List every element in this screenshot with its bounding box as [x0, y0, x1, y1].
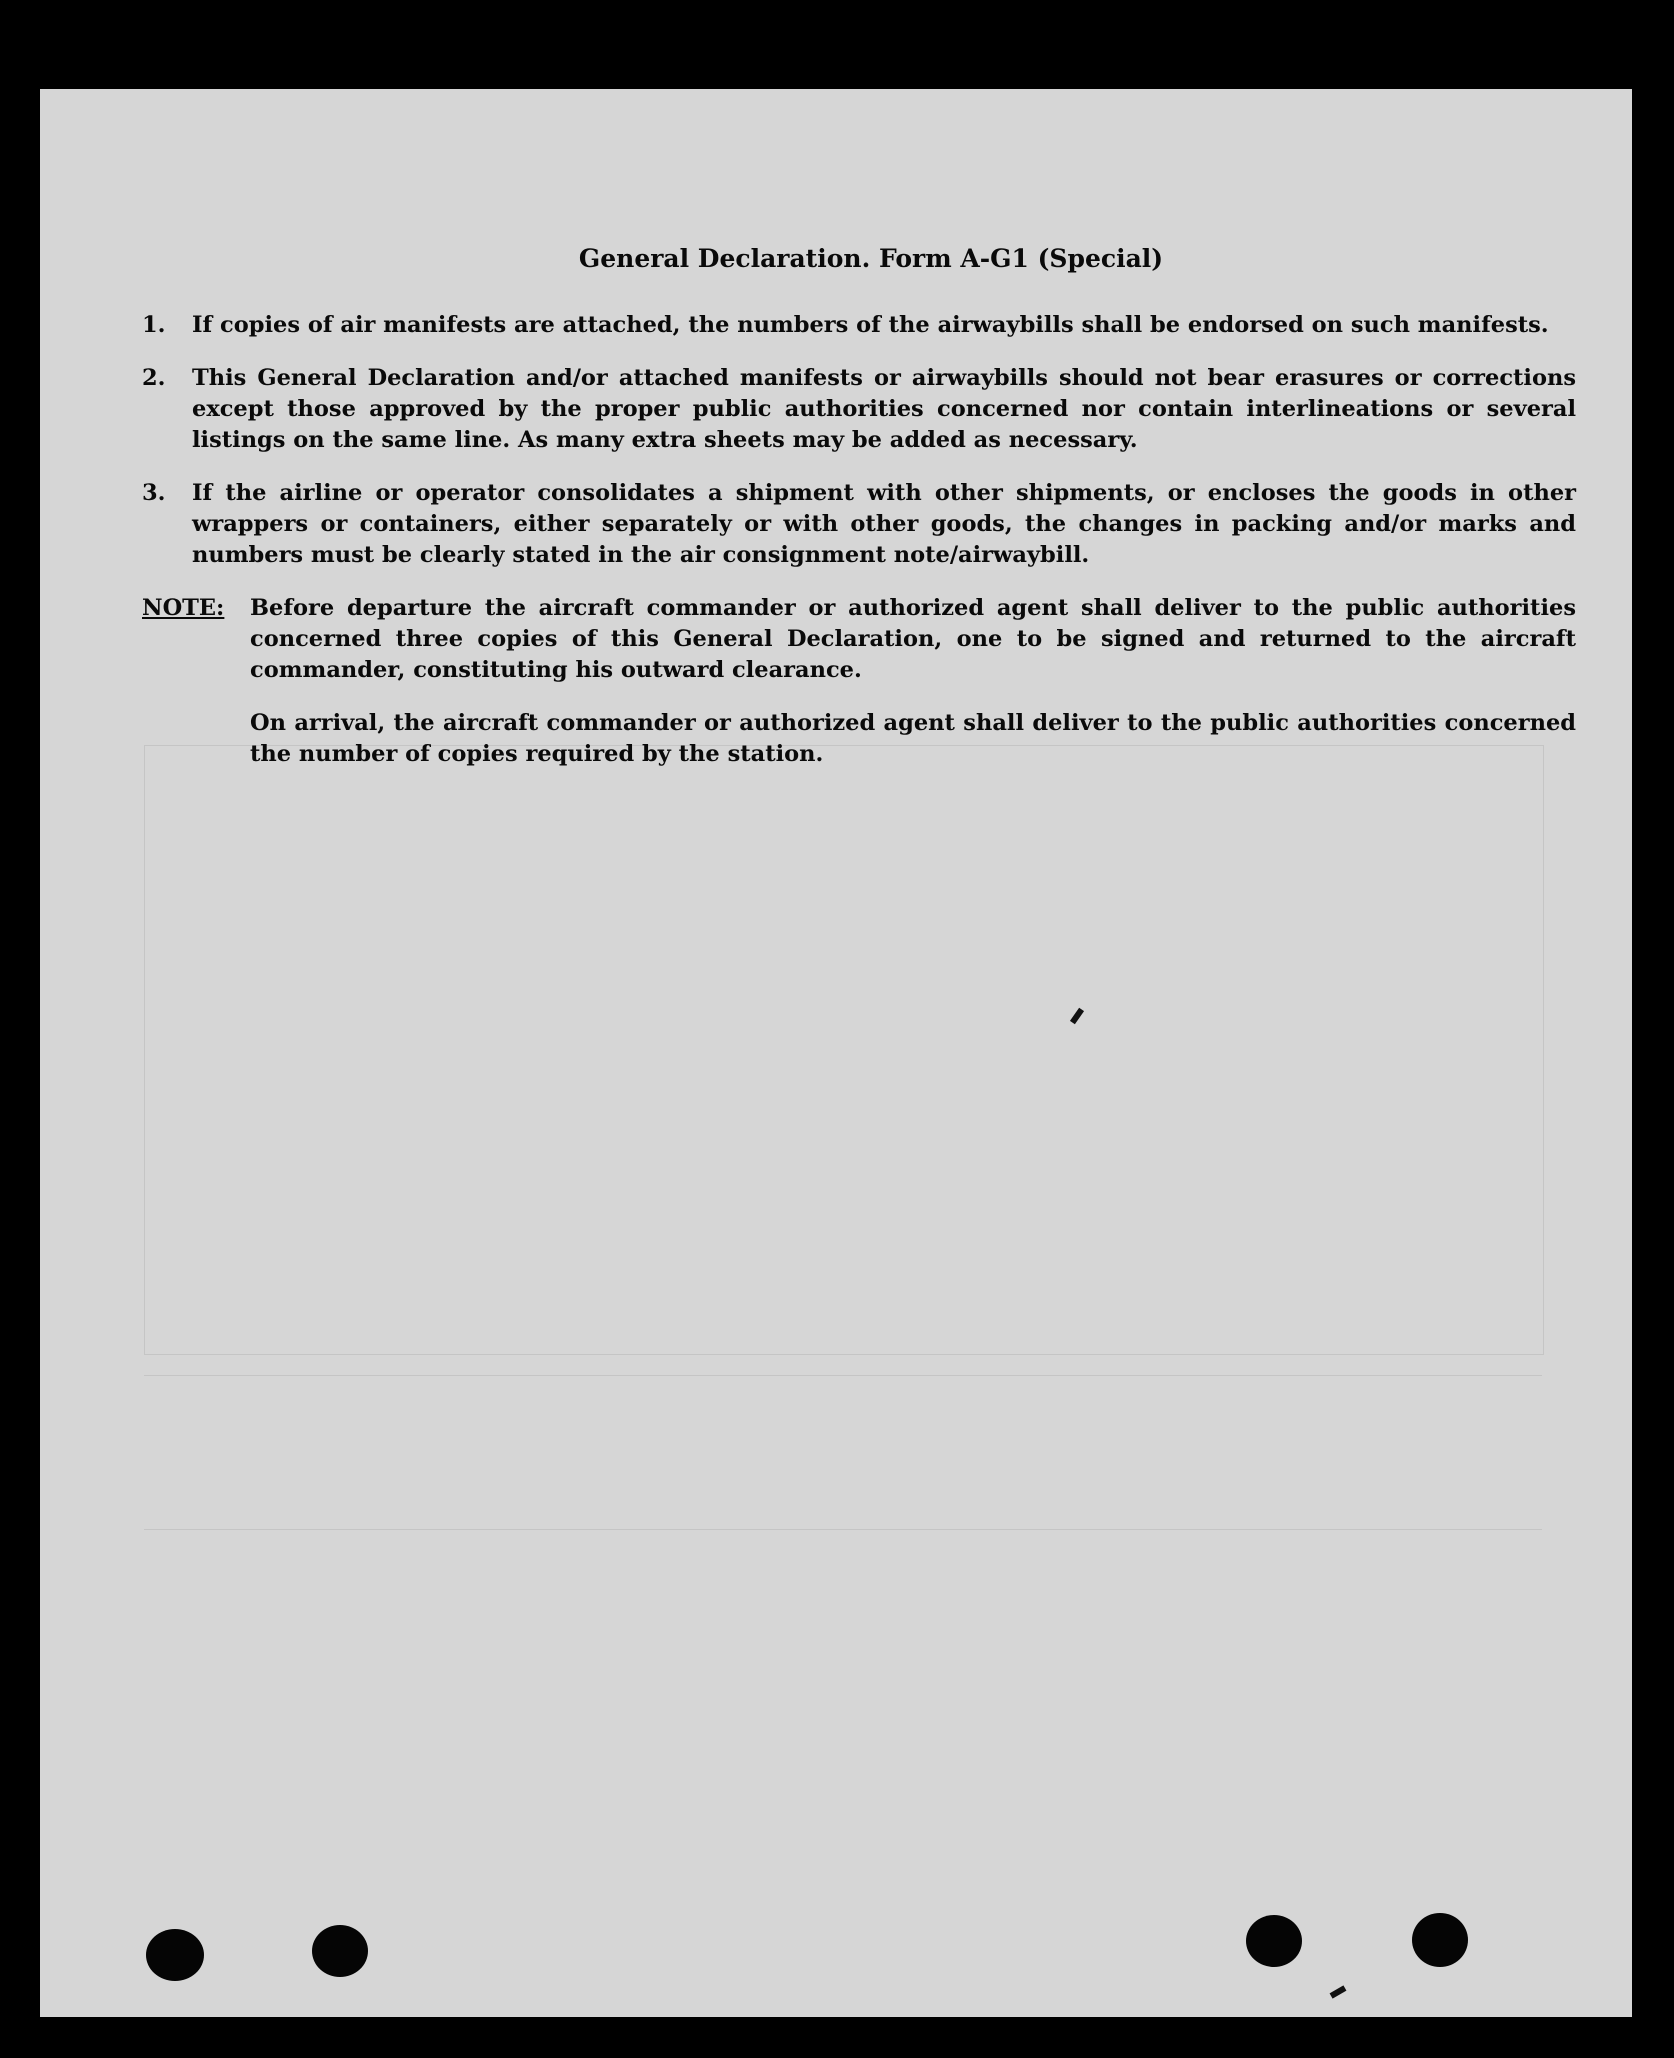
instruction-item: [142, 310, 1576, 341]
document-page: [40, 89, 1632, 2017]
note-paragraph: On arrival, the aircraft commander or authorized agent shall deliver to the public authorities concerned the number of copies required by the station.: [250, 710, 1576, 767]
item-number: 2.: [142, 365, 166, 391]
note-label: NOTE:: [142, 595, 225, 621]
item-number: 1.: [142, 312, 166, 338]
punch-hole: [312, 1925, 368, 1977]
punch-hole: [1412, 1913, 1468, 1967]
instruction-item: [142, 363, 1576, 456]
note-paragraph: Before departure the aircraft commander or authorized agent shall deliver to the public authorities concerned three copies of this General Declaration, one to be signed and returned to the aircraft commander, constituting his outward clearance.: [250, 595, 1576, 683]
item-text: This General Declaration and/or attached manifests or airwaybills should not bear erasures or corrections except those approved by the proper public authorities concerned nor contain interlineations or several listings on the same line. As many extra sheets may be added as necessary.: [192, 365, 1576, 453]
bleed-through-form-outline: [144, 745, 1544, 1355]
page-title: General Declaration. Form A-G1 (Special): [578, 244, 1164, 273]
item-text: If the airline or operator consolidates a shipment with other shipments, or encloses the goods in other wrappers or containers, either separately or with other goods, the changes in packing and/or marks and numbers must be clearly stated in the air consignment note/airwaybill.: [192, 480, 1576, 568]
punch-hole: [146, 1929, 204, 1981]
instructions-block: [142, 243, 1576, 814]
instruction-item: [142, 478, 1576, 571]
bleed-through-rule: [144, 1529, 1542, 1530]
item-text: If copies of air manifests are attached, the numbers of the airwaybills shall be endorsed on such manifests.: [192, 312, 1549, 338]
note-section: [142, 593, 1576, 792]
note-body: [250, 593, 1576, 792]
item-number: 3.: [142, 480, 166, 506]
bleed-through-rule: [144, 1375, 1542, 1376]
punch-hole: [1246, 1915, 1302, 1967]
ink-speck: [1330, 1985, 1347, 1998]
